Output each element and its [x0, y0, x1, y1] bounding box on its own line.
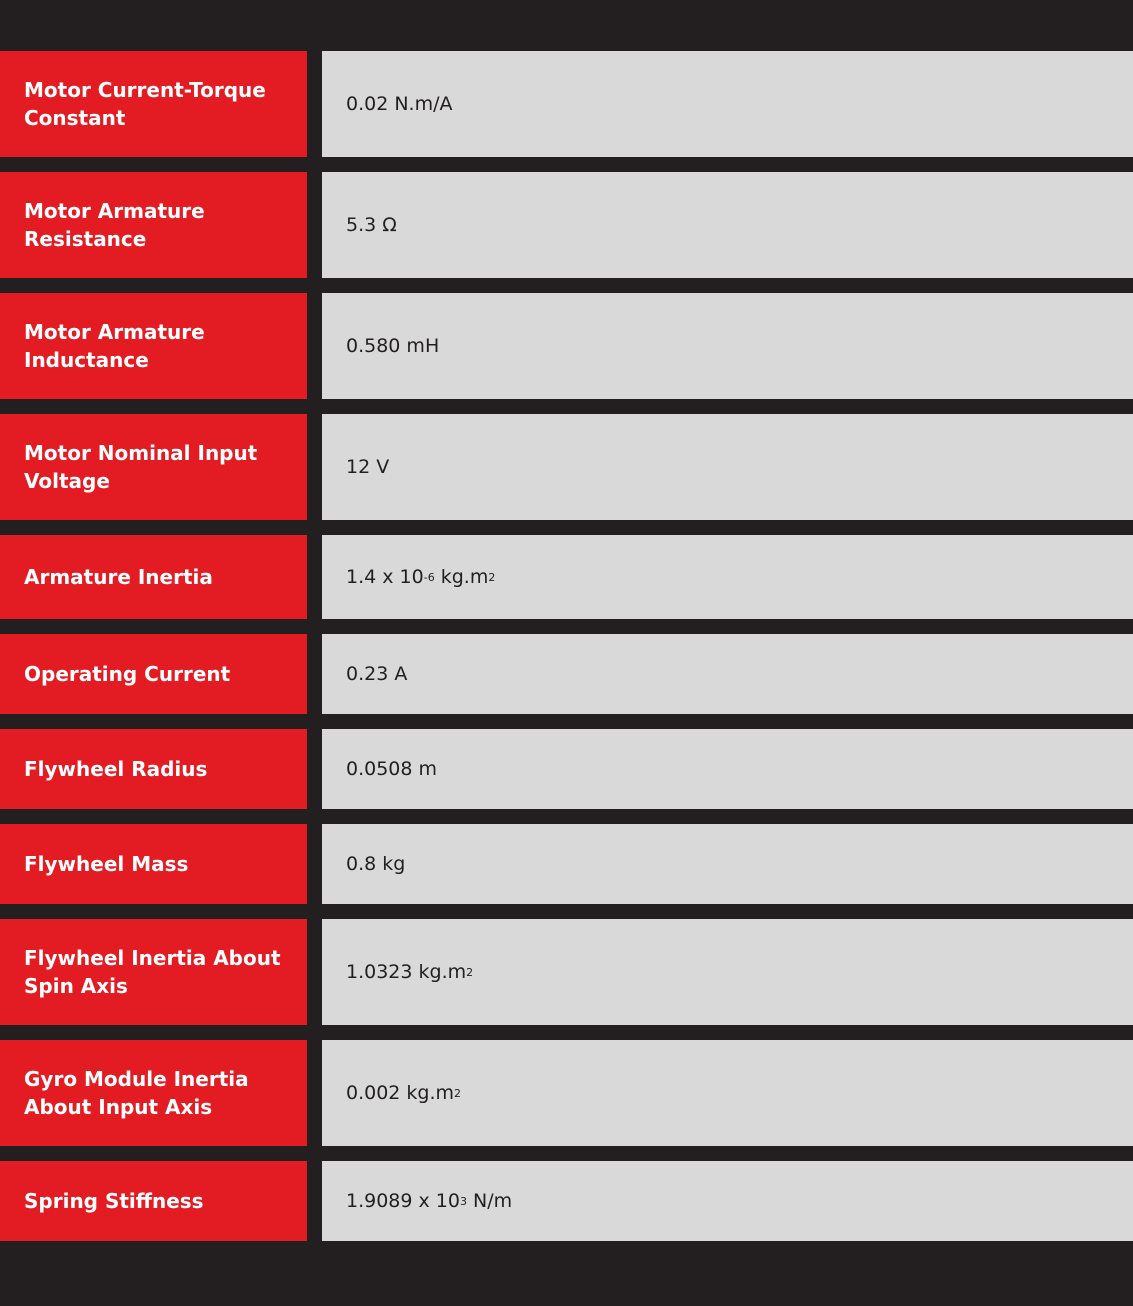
- spec-row-spring-stiffness: [0, 1161, 1133, 1241]
- spec-value: 0.23 A: [322, 634, 1133, 714]
- divider: [307, 51, 322, 157]
- spec-value: 5.3 Ω: [322, 172, 1133, 278]
- spec-value: 0.580 mH: [322, 293, 1133, 399]
- value-superscript: 2: [488, 570, 496, 584]
- spec-table: [0, 51, 1133, 1256]
- value-suffix: N/m: [466, 1190, 513, 1212]
- spec-value: 0.0508 m: [322, 729, 1133, 809]
- value-prefix: 1.4 x 10: [346, 566, 424, 588]
- spec-label: Motor Nominal Input Voltage: [0, 414, 307, 520]
- spec-value: [322, 919, 1133, 1025]
- spec-row-nominal-input-voltage: [0, 414, 1133, 520]
- spec-row-flywheel-inertia: [0, 919, 1133, 1025]
- spec-value: 0.8 kg: [322, 824, 1133, 904]
- divider: [307, 729, 322, 809]
- spec-row-operating-current: [0, 634, 1133, 714]
- spec-row-armature-inertia: [0, 535, 1133, 619]
- divider: [307, 1161, 322, 1241]
- spec-value: [322, 1161, 1133, 1241]
- divider: [307, 1040, 322, 1146]
- value-superscript: 3: [459, 1194, 467, 1208]
- divider: [307, 634, 322, 714]
- spec-label: Flywheel Radius: [0, 729, 307, 809]
- spec-label: Flywheel Inertia About Spin Axis: [0, 919, 307, 1025]
- spec-row-flywheel-mass: [0, 824, 1133, 904]
- spec-value: 0.02 N.m/A: [322, 51, 1133, 157]
- spec-label: Motor Armature Inductance: [0, 293, 307, 399]
- spec-row-flywheel-radius: [0, 729, 1133, 809]
- value-suffix: kg.m: [434, 566, 489, 588]
- divider: [307, 414, 322, 520]
- spec-value: 12 V: [322, 414, 1133, 520]
- spec-row-current-torque-constant: [0, 51, 1133, 157]
- spec-label: Armature Inertia: [0, 535, 307, 619]
- spec-label: Gyro Module Inertia About Input Axis: [0, 1040, 307, 1146]
- value-superscript: 2: [466, 965, 474, 979]
- spec-label: Operating Current: [0, 634, 307, 714]
- value-subscript: -6: [423, 570, 435, 584]
- spec-label: Spring Stiffness: [0, 1161, 307, 1241]
- divider: [307, 824, 322, 904]
- value-prefix: 0.002 kg.m: [346, 1082, 455, 1104]
- spec-row-armature-inductance: [0, 293, 1133, 399]
- spec-label: Flywheel Mass: [0, 824, 307, 904]
- value-prefix: 1.9089 x 10: [346, 1190, 460, 1212]
- spec-value: [322, 535, 1133, 619]
- divider: [307, 293, 322, 399]
- value-superscript: 2: [454, 1086, 462, 1100]
- spec-label: Motor Current-Torque Constant: [0, 51, 307, 157]
- spec-row-gyro-module-inertia: [0, 1040, 1133, 1146]
- divider: [307, 919, 322, 1025]
- spec-row-armature-resistance: [0, 172, 1133, 278]
- spec-label: Motor Armature Resistance: [0, 172, 307, 278]
- spec-value: [322, 1040, 1133, 1146]
- value-prefix: 1.0323 kg.m: [346, 961, 467, 983]
- divider: [307, 535, 322, 619]
- divider: [307, 172, 322, 278]
